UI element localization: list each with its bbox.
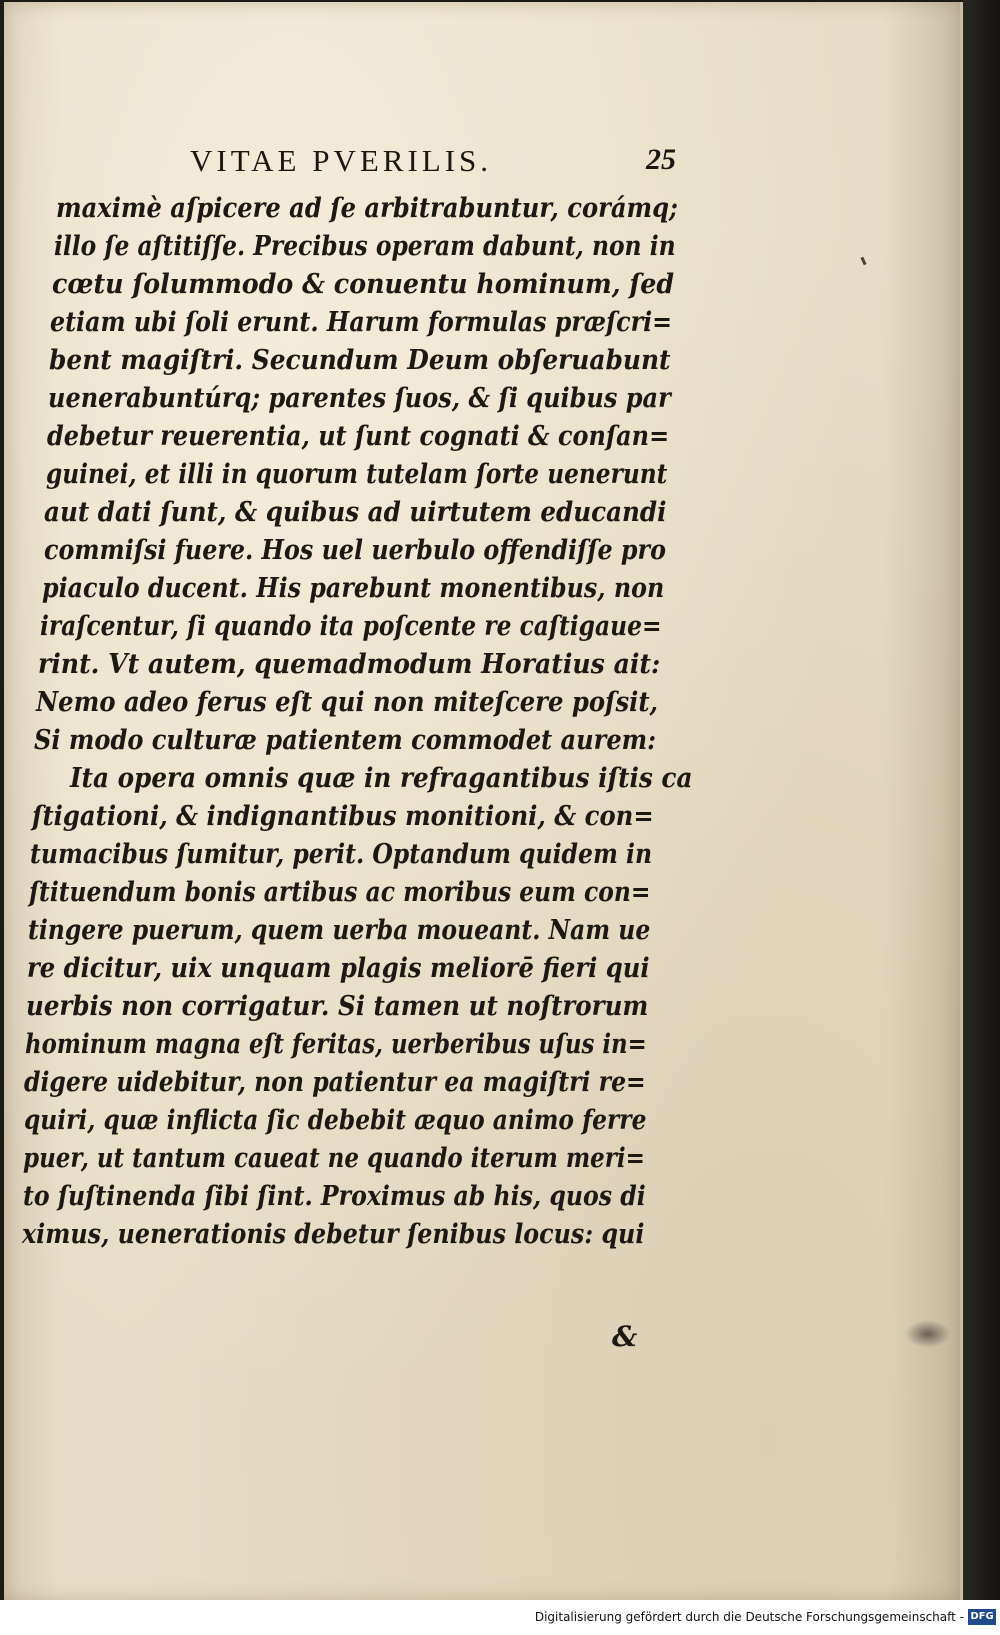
text-line: ſtigationi, & indignantibus monitioni, & con= <box>32 801 654 832</box>
page-edge-shadow <box>963 0 1000 1600</box>
text-line: Ita opera omnis quæ in refragantibus iſtis ca <box>70 763 693 794</box>
text-line: piaculo ducent. His parebunt monentibus, non <box>42 573 665 604</box>
text-line: aut dati ſunt, & quibus ad uirtutem educandi <box>44 497 667 528</box>
text-block <box>22 190 693 1340</box>
text-line: cœtu ſolummodo & conuentu hominum, ſed <box>52 269 675 300</box>
text-line: iraſcentur, ſi quando ita poſcente re caſtigaue= <box>40 611 662 642</box>
text-line: quiri, quæ inflicta ſic debebit æquo animo ferre <box>24 1105 647 1136</box>
text-line: Nemo adeo ferus eſt qui non miteſcere poſsit, <box>36 687 659 718</box>
ink-blot <box>905 1320 951 1348</box>
text-line: tingere puerum, quem uerba moueant. Nam ue <box>28 915 651 946</box>
page-number: 25 <box>646 143 676 176</box>
text-line: guinei, et illi in quorum tutelam ſorte uenerunt <box>46 459 668 490</box>
catchword: & <box>612 1320 638 1353</box>
text-line: hominum magna eſt feritas, uerberibus uſus in= <box>25 1029 647 1060</box>
text-line: illo ſe aſtitiſſe. Precibus operam dabunt, non in <box>54 231 676 262</box>
text-line: uenerabuntúrq; parentes ſuos, & ſi quibus par <box>48 383 671 414</box>
text-line: ximus, uenerationis debetur ſenibus locus: qui <box>22 1219 645 1250</box>
text-line: maximè aſpicere ad ſe arbitrabuntur, corámq; <box>56 193 678 224</box>
text-line: to ſuſtinenda ſibi ſint. Proximus ab his, quos di <box>23 1181 646 1212</box>
text-line: uerbis non corrigatur. Si tamen ut noſtrorum <box>26 991 649 1022</box>
text-line: rint. Vt autem, quemadmodum Horatius ait: <box>38 649 661 680</box>
text-line: re dicitur, uix unquam plagis meliorē fieri qui <box>27 953 650 984</box>
text-line: etiam ubi ſoli erunt. Harum formulas præſcri= <box>50 307 673 338</box>
dfg-logo: DFG <box>968 1609 996 1625</box>
text-line: commiſsi fuere. Hos uel uerbulo offendiſſe pro <box>44 535 666 566</box>
text-line: Si modo culturæ patientem commodet aurem: <box>34 725 657 756</box>
text-line: bent magiſtri. Secundum Deum obſeruabunt <box>49 345 671 376</box>
text-line: debetur reuerentia, ut ſunt cognati & conſan= <box>47 421 670 452</box>
text-line: ſtituendum bonis artibus ac moribus eum con= <box>29 877 651 908</box>
text-line: tumacibus ſumitur, perit. Optandum quidem in <box>30 839 653 870</box>
text-line: puer, ut tantum caueat ne quando iterum meri= <box>23 1143 645 1174</box>
footer-bar <box>0 1600 1000 1635</box>
text-line: digere uidebitur, non patientur ea magiſtri re= <box>24 1067 646 1098</box>
footer-credit: Digitalisierung gefördert durch die Deutsche Forschungsgemeinschaft - <box>534 1610 964 1624</box>
running-head: VITAE PVERILIS. <box>190 143 493 178</box>
